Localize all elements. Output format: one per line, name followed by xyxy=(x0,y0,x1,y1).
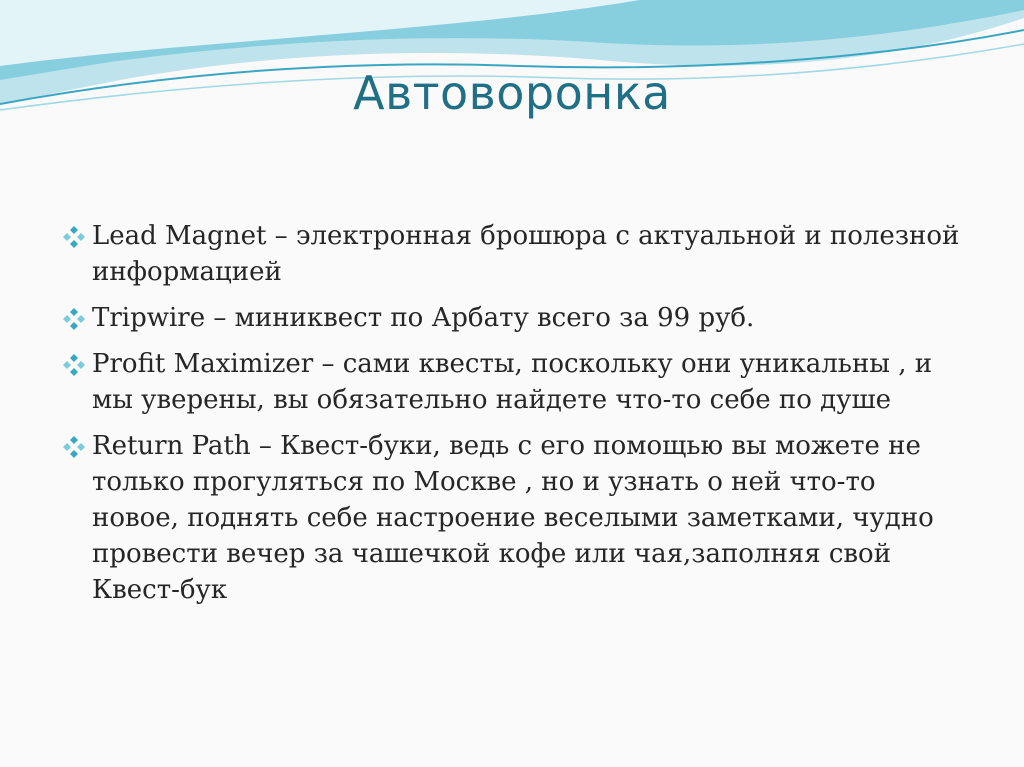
bullet-text: Lead Magnet – электронная брошюра с актуальной и полезной информацией xyxy=(92,221,960,287)
page-title: Автоворонка xyxy=(353,66,671,120)
four-diamond-bullet-icon xyxy=(62,353,86,377)
list-item xyxy=(62,428,962,608)
list-item xyxy=(62,346,962,418)
bullet-text: Tripwire – миниквест по Арбату всего за 99 руб. xyxy=(92,303,755,333)
list-item xyxy=(62,218,962,290)
bullet-text: Profit Maximizer – сами квесты, поскольку они уникальны , и мы уверены, вы обязательно найдете что-то себе по душе xyxy=(92,349,933,415)
bullet-list xyxy=(62,218,962,618)
bullet-text: Return Path – Квест-буки, ведь с его помощью вы можете не только прогуляться по Москве , но и узнать о ней что-то новое, поднять себе настроение веселыми заметками, чудно провести вечер за чашечкой кофе или чая,заполняя свой Квест-бук xyxy=(92,431,934,605)
four-diamond-bullet-icon xyxy=(62,307,86,331)
four-diamond-bullet-icon xyxy=(62,435,86,459)
four-diamond-bullet-icon xyxy=(62,225,86,249)
list-item xyxy=(62,300,962,336)
